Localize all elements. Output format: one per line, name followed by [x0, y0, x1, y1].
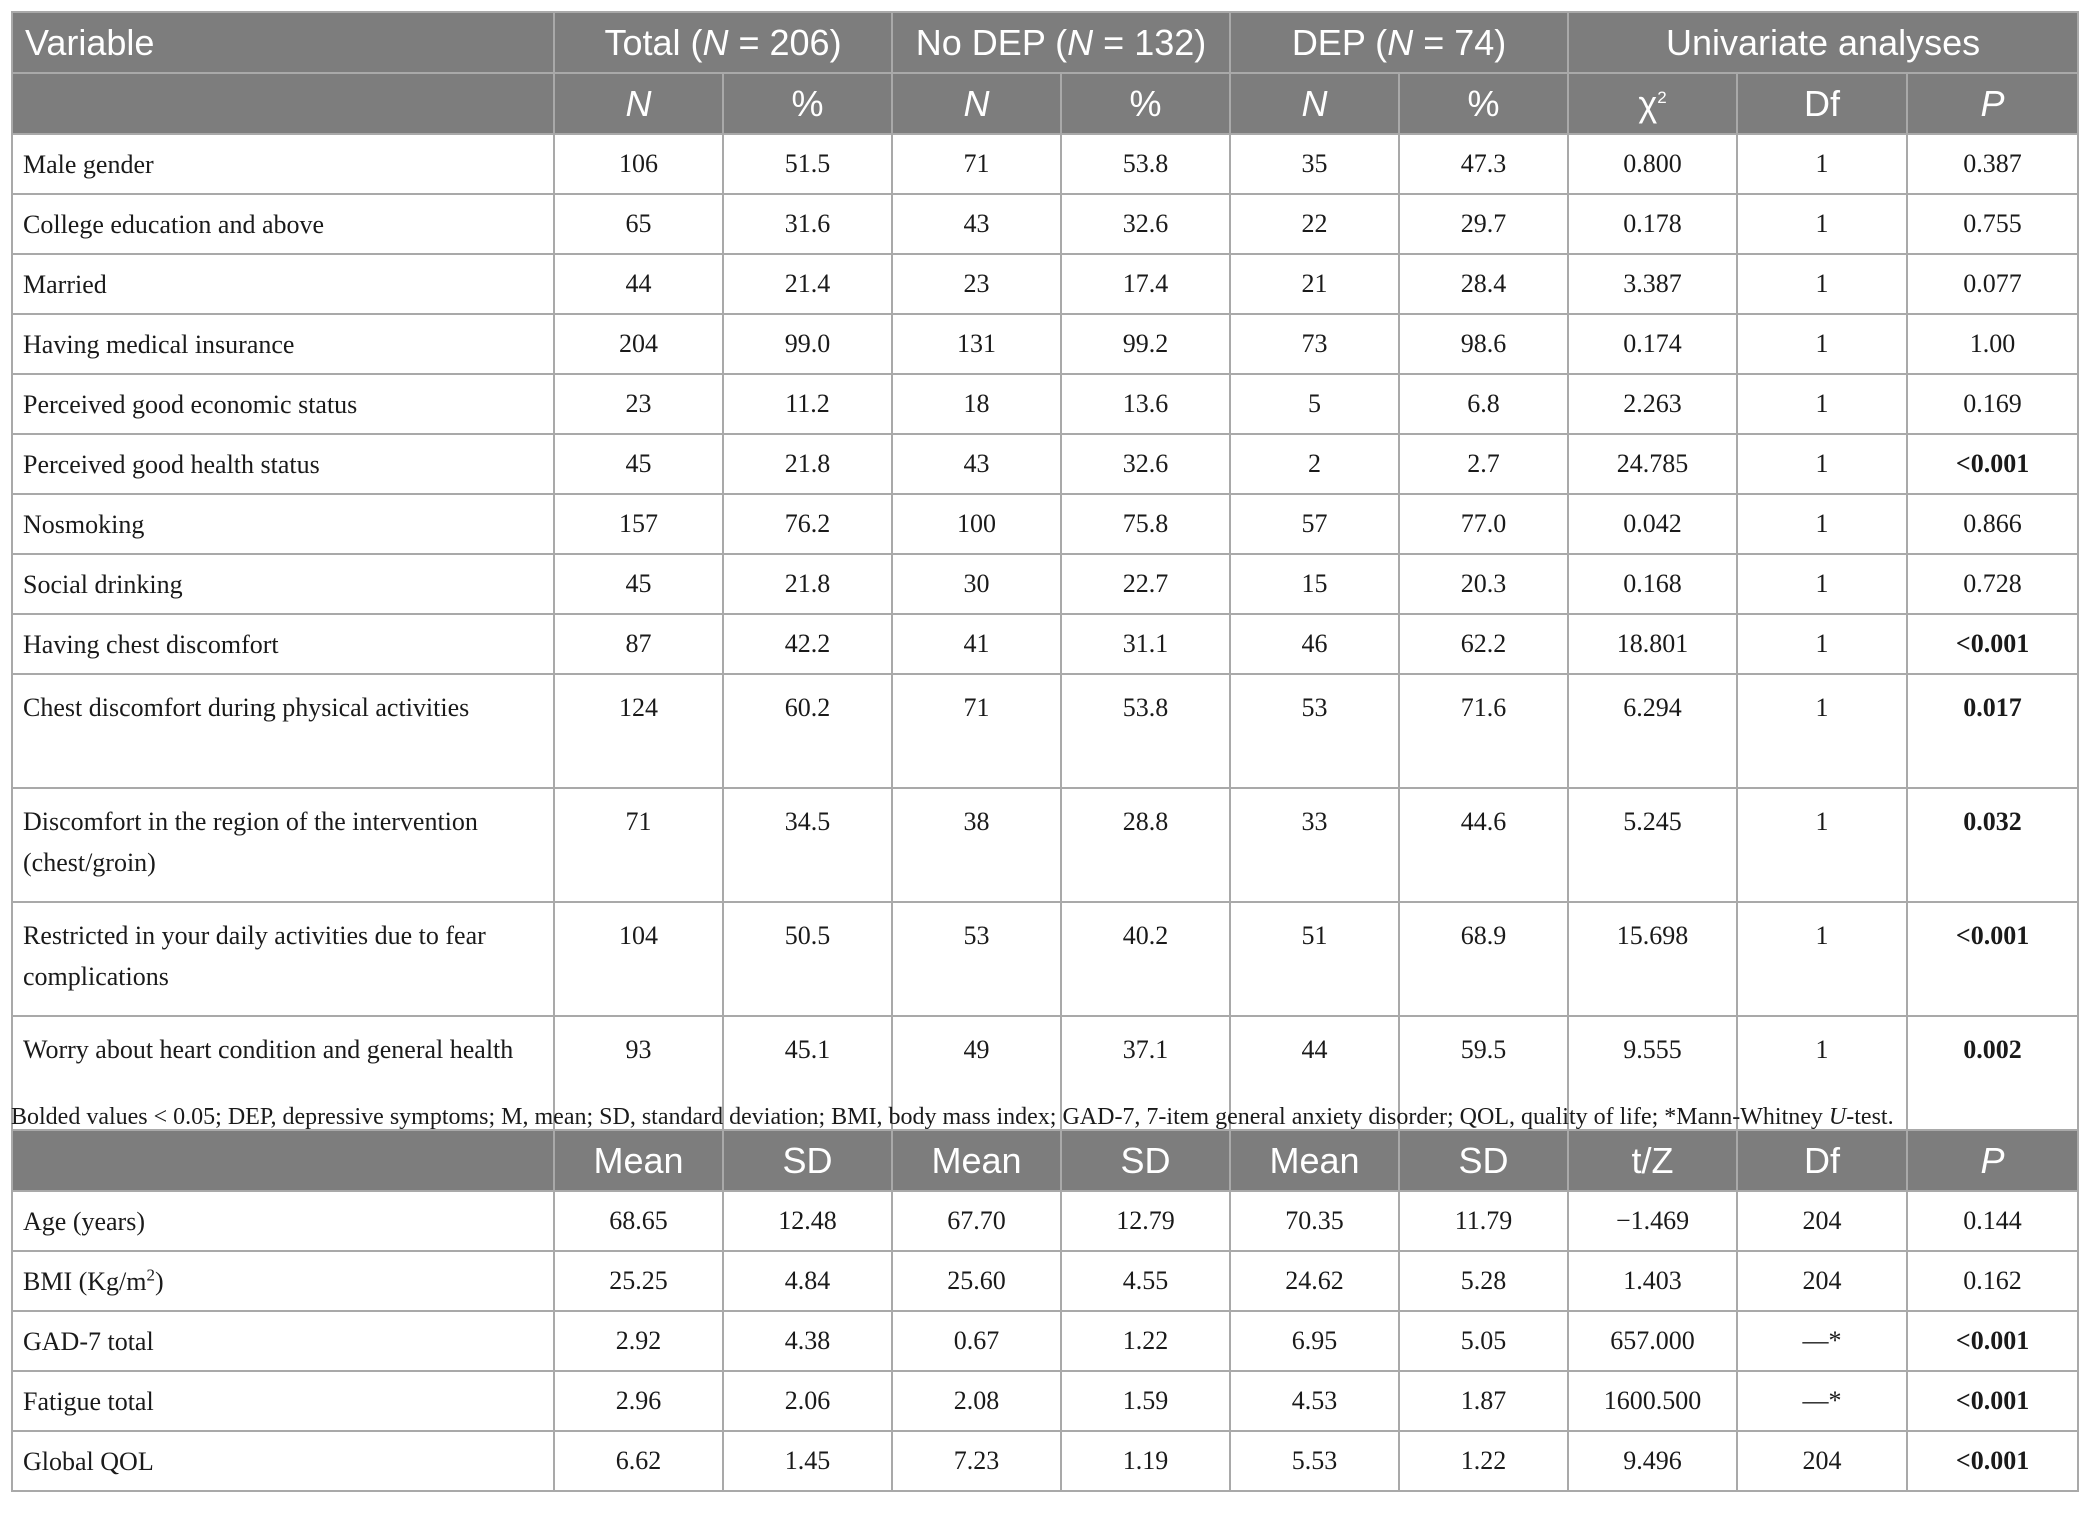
subheader-cat-8: P	[1907, 73, 2078, 134]
cell: 60.2	[723, 674, 892, 788]
row-label: Married	[12, 254, 554, 314]
cell: 32.6	[1061, 194, 1230, 254]
subheader-cont-6: t/Z	[1568, 1130, 1737, 1191]
cell: −1.469	[1568, 1191, 1737, 1251]
cell: 87	[554, 614, 723, 674]
subheader-row-categorical	[12, 73, 2078, 134]
cell: 37.1	[1061, 1016, 1230, 1130]
cell: 28.8	[1061, 788, 1230, 902]
cell: 1.22	[1399, 1431, 1568, 1491]
table-row	[12, 788, 2078, 902]
cell: 15.698	[1568, 902, 1737, 1016]
row-label: Having chest discomfort	[12, 614, 554, 674]
cell: 0.755	[1907, 194, 2078, 254]
subheader-row-continuous	[12, 1130, 2078, 1191]
cell: 2.96	[554, 1371, 723, 1431]
subheader-cont-1: SD	[723, 1130, 892, 1191]
cell: 0.077	[1907, 254, 2078, 314]
cell: 49	[892, 1016, 1061, 1130]
cell: 62.2	[1399, 614, 1568, 674]
cell: 44.6	[1399, 788, 1568, 902]
cell: 1	[1737, 674, 1907, 788]
cell: 1	[1737, 194, 1907, 254]
cell: 4.53	[1230, 1371, 1399, 1431]
cell: 99.2	[1061, 314, 1230, 374]
cell: 4.55	[1061, 1251, 1230, 1311]
cell: 204	[1737, 1431, 1907, 1491]
cell: 1.19	[1061, 1431, 1230, 1491]
cell: 0.866	[1907, 494, 2078, 554]
cell: 106	[554, 134, 723, 194]
subheader-cont-2: Mean	[892, 1130, 1061, 1191]
cell: 71	[892, 674, 1061, 788]
cell: 29.7	[1399, 194, 1568, 254]
cell: 5.245	[1568, 788, 1737, 902]
cell: 1	[1737, 374, 1907, 434]
row-label: Nosmoking	[12, 494, 554, 554]
cell: 12.79	[1061, 1191, 1230, 1251]
cell: 9.496	[1568, 1431, 1737, 1491]
cell: 53	[1230, 674, 1399, 788]
table-row	[12, 1311, 2078, 1371]
table-row	[12, 134, 2078, 194]
cell: 22.7	[1061, 554, 1230, 614]
cell: <0.001	[1907, 1431, 2078, 1491]
cell: 20.3	[1399, 554, 1568, 614]
table-row	[12, 674, 2078, 788]
row-label: Male gender	[12, 134, 554, 194]
cell: 65	[554, 194, 723, 254]
cell: 32.6	[1061, 434, 1230, 494]
cell: <0.001	[1907, 614, 2078, 674]
cell: 25.60	[892, 1251, 1061, 1311]
table-row	[12, 194, 2078, 254]
cell: 77.0	[1399, 494, 1568, 554]
cell: 1	[1737, 788, 1907, 902]
cell: 2.08	[892, 1371, 1061, 1431]
cell: <0.001	[1907, 434, 2078, 494]
cell: 15	[1230, 554, 1399, 614]
cell: 1	[1737, 554, 1907, 614]
cell: 93	[554, 1016, 723, 1130]
cell: 11.79	[1399, 1191, 1568, 1251]
subheader-cont-blank	[12, 1130, 554, 1191]
cell: 1600.500	[1568, 1371, 1737, 1431]
subheader-cat-3: %	[1061, 73, 1230, 134]
cell: 6.294	[1568, 674, 1737, 788]
cell: 25.25	[554, 1251, 723, 1311]
cell: 0.002	[1907, 1016, 2078, 1130]
row-label: GAD-7 total	[12, 1311, 554, 1371]
cell: 21.8	[723, 434, 892, 494]
cell: 3.387	[1568, 254, 1737, 314]
cell: 5.05	[1399, 1311, 1568, 1371]
cell: 0.800	[1568, 134, 1737, 194]
cell: 24.785	[1568, 434, 1737, 494]
cell: 4.38	[723, 1311, 892, 1371]
cell: 1	[1737, 614, 1907, 674]
cell: 0.387	[1907, 134, 2078, 194]
cell: 44	[1230, 1016, 1399, 1130]
cell: <0.001	[1907, 902, 2078, 1016]
cell: 45	[554, 554, 723, 614]
cell: 31.6	[723, 194, 892, 254]
cell: 75.8	[1061, 494, 1230, 554]
row-label: Global QOL	[12, 1431, 554, 1491]
cell: 0.174	[1568, 314, 1737, 374]
subheader-cat-1: %	[723, 73, 892, 134]
row-label: Chest discomfort during physical activities	[12, 674, 554, 788]
cell: 204	[1737, 1251, 1907, 1311]
table-row	[12, 434, 2078, 494]
cell: 57	[1230, 494, 1399, 554]
cell: —*	[1737, 1371, 1907, 1431]
cell: 18	[892, 374, 1061, 434]
table-row	[12, 1371, 2078, 1431]
subheader-cont-8: P	[1907, 1130, 2078, 1191]
cell: 2.7	[1399, 434, 1568, 494]
cell: 0.67	[892, 1311, 1061, 1371]
cell: 0.032	[1907, 788, 2078, 902]
cell: 12.48	[723, 1191, 892, 1251]
header-variable: Variable	[12, 12, 554, 73]
header-total: Total (N = 206)	[554, 12, 892, 73]
cell: 45	[554, 434, 723, 494]
row-label: Social drinking	[12, 554, 554, 614]
subheader-cont-5: SD	[1399, 1130, 1568, 1191]
cell: 17.4	[1061, 254, 1230, 314]
cell: 1.87	[1399, 1371, 1568, 1431]
results-table	[11, 11, 2079, 1492]
cell: 204	[1737, 1191, 1907, 1251]
row-label: BMI $(Kg/m^2)$	[12, 1251, 554, 1311]
cell: 50.5	[723, 902, 892, 1016]
cell: 45.1	[723, 1016, 892, 1130]
table-row	[12, 494, 2078, 554]
header-no-dep: No DEP (N = 132)	[892, 12, 1230, 73]
cell: <0.001	[1907, 1311, 2078, 1371]
cell: 73	[1230, 314, 1399, 374]
cell: 67.70	[892, 1191, 1061, 1251]
subheader-cont-7: Df	[1737, 1130, 1907, 1191]
cell: 53	[892, 902, 1061, 1016]
cell: 71.6	[1399, 674, 1568, 788]
cell: 13.6	[1061, 374, 1230, 434]
subheader-cont-3: SD	[1061, 1130, 1230, 1191]
table-container	[11, 11, 2077, 1492]
cell: 0.017	[1907, 674, 2078, 788]
table-row	[12, 1431, 2078, 1491]
cell: 38	[892, 788, 1061, 902]
cell: 657.000	[1568, 1311, 1737, 1371]
cell: 30	[892, 554, 1061, 614]
cell: 51.5	[723, 134, 892, 194]
cell: 104	[554, 902, 723, 1016]
cell: 53.8	[1061, 134, 1230, 194]
cell: 41	[892, 614, 1061, 674]
cell: 2.263	[1568, 374, 1737, 434]
cell: 100	[892, 494, 1061, 554]
table-row	[12, 314, 2078, 374]
cell: 1	[1737, 134, 1907, 194]
cell: 131	[892, 314, 1061, 374]
cell: 7.23	[892, 1431, 1061, 1491]
cell: 44	[554, 254, 723, 314]
subheader-cat-blank	[12, 73, 554, 134]
table-footnote: Bolded values < 0.05; DEP, depressive symptoms; M, mean; SD, standard deviation; BMI, body mass index; GAD-7, 7-item general anxiety disorder; QOL, quality of life; *Mann-Whitney U-test.	[11, 1104, 1894, 1130]
row-label: Worry about heart condition and general health	[12, 1016, 554, 1130]
table-row	[12, 254, 2078, 314]
row-label: Fatigue total	[12, 1371, 554, 1431]
cell: 71	[892, 134, 1061, 194]
cell: 1	[1737, 902, 1907, 1016]
cell: 53.8	[1061, 674, 1230, 788]
cell: 31.1	[1061, 614, 1230, 674]
row-label: Age (years)	[12, 1191, 554, 1251]
cell: —*	[1737, 1311, 1907, 1371]
table-row	[12, 902, 2078, 1016]
cell: 23	[892, 254, 1061, 314]
cell: 6.62	[554, 1431, 723, 1491]
cell: 1	[1737, 434, 1907, 494]
table-row	[12, 554, 2078, 614]
cell: 46	[1230, 614, 1399, 674]
cell: 35	[1230, 134, 1399, 194]
cell: 51	[1230, 902, 1399, 1016]
cell: 18.801	[1568, 614, 1737, 674]
header-univariate: Univariate analyses	[1568, 12, 2078, 73]
cell: 124	[554, 674, 723, 788]
cell: 23	[554, 374, 723, 434]
cell: 11.2	[723, 374, 892, 434]
cell: 5.53	[1230, 1431, 1399, 1491]
cell: 28.4	[1399, 254, 1568, 314]
cell: 0.168	[1568, 554, 1737, 614]
cell: 1	[1737, 1016, 1907, 1130]
table-row	[12, 1191, 2078, 1251]
cell: 21.8	[723, 554, 892, 614]
cell: 40.2	[1061, 902, 1230, 1016]
cell: 1.59	[1061, 1371, 1230, 1431]
cell: 6.95	[1230, 1311, 1399, 1371]
cell: 21.4	[723, 254, 892, 314]
cell: 99.0	[723, 314, 892, 374]
cell: 22	[1230, 194, 1399, 254]
cell: 68.9	[1399, 902, 1568, 1016]
cell: 6.8	[1399, 374, 1568, 434]
cell: 68.65	[554, 1191, 723, 1251]
cell: 76.2	[723, 494, 892, 554]
cell: 1.45	[723, 1431, 892, 1491]
cell: 47.3	[1399, 134, 1568, 194]
cell: 1.00	[1907, 314, 2078, 374]
cell: 34.5	[723, 788, 892, 902]
cell: 204	[554, 314, 723, 374]
row-label: Discomfort in the region of the intervention (chest/groin)	[12, 788, 554, 902]
row-label: Perceived good health status	[12, 434, 554, 494]
subheader-cat-5: %	[1399, 73, 1568, 134]
subheader-cat-6: $\chi^2$	[1568, 73, 1737, 134]
table-row	[12, 1251, 2078, 1311]
cell: 33	[1230, 788, 1399, 902]
cell: 5	[1230, 374, 1399, 434]
cell: 0.162	[1907, 1251, 2078, 1311]
cell: 70.35	[1230, 1191, 1399, 1251]
row-label: Perceived good economic status	[12, 374, 554, 434]
cell: 0.144	[1907, 1191, 2078, 1251]
cell: 4.84	[723, 1251, 892, 1311]
cell: 1	[1737, 494, 1907, 554]
cell: 2	[1230, 434, 1399, 494]
cell: 0.178	[1568, 194, 1737, 254]
cell: 42.2	[723, 614, 892, 674]
cell: 0.169	[1907, 374, 2078, 434]
cell: 21	[1230, 254, 1399, 314]
cell: 2.92	[554, 1311, 723, 1371]
subheader-cont-0: Mean	[554, 1130, 723, 1191]
row-label: Having medical insurance	[12, 314, 554, 374]
table-row	[12, 374, 2078, 434]
subheader-cat-4: N	[1230, 73, 1399, 134]
row-label: College education and above	[12, 194, 554, 254]
header-dep: DEP (N = 74)	[1230, 12, 1568, 73]
row-label: Restricted in your daily activities due to fear complications	[12, 902, 554, 1016]
header-row	[12, 12, 2078, 73]
cell: 98.6	[1399, 314, 1568, 374]
subheader-cat-7: Df	[1737, 73, 1907, 134]
cell: 43	[892, 434, 1061, 494]
cell: 9.555	[1568, 1016, 1737, 1130]
cell: 2.06	[723, 1371, 892, 1431]
cell: <0.001	[1907, 1371, 2078, 1431]
table-body	[12, 134, 2078, 1491]
cell: 1	[1737, 254, 1907, 314]
cell: 0.728	[1907, 554, 2078, 614]
cell: 43	[892, 194, 1061, 254]
cell: 1.22	[1061, 1311, 1230, 1371]
subheader-cont-4: Mean	[1230, 1130, 1399, 1191]
subheader-cat-0: N	[554, 73, 723, 134]
cell: 0.042	[1568, 494, 1737, 554]
cell: 5.28	[1399, 1251, 1568, 1311]
cell: 59.5	[1399, 1016, 1568, 1130]
cell: 1	[1737, 314, 1907, 374]
subheader-cat-2: N	[892, 73, 1061, 134]
cell: 1.403	[1568, 1251, 1737, 1311]
cell: 157	[554, 494, 723, 554]
table-row	[12, 614, 2078, 674]
cell: 24.62	[1230, 1251, 1399, 1311]
cell: 71	[554, 788, 723, 902]
